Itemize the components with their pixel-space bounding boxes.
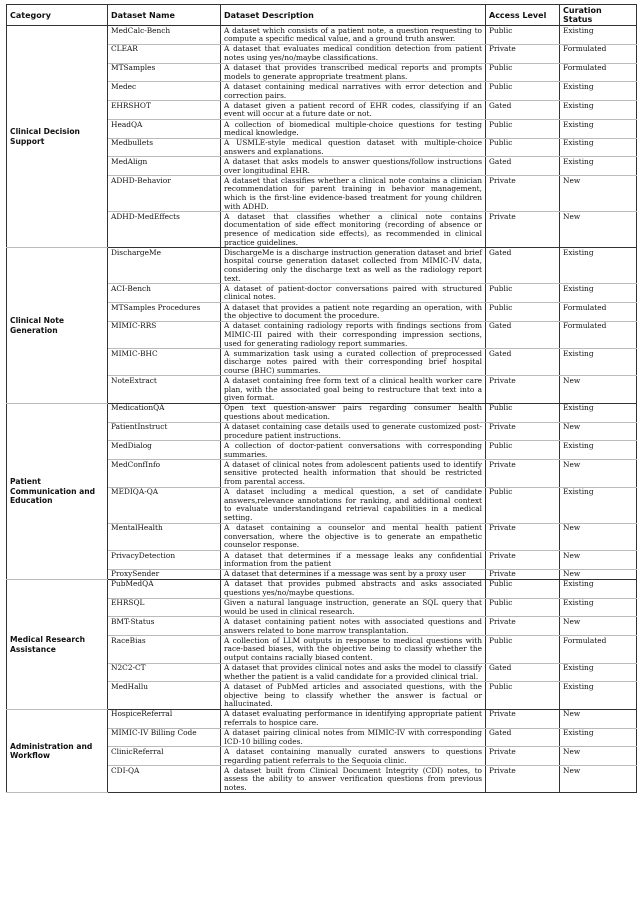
dataset-description-cell: A dataset that provides a patient note regarding an operation, with the objective to document the procedure. (221, 302, 486, 321)
curation-status-cell: Existing (560, 441, 637, 460)
header-row (7, 5, 637, 26)
dataset-description-cell: Given a natural language instruction, generate an SQL query that would be used in clinical research. (221, 598, 486, 617)
curation-status-cell: New (560, 747, 637, 766)
dataset-description-cell: A collection of doctor-patient conversations with corresponding summaries. (221, 441, 486, 460)
dataset-name-cell: ClinicReferral (108, 747, 221, 766)
curation-status-cell: Existing (560, 728, 637, 747)
dataset-name-cell: MEDIQA-QA (108, 487, 221, 523)
dataset-name-cell: MedicationQA (108, 403, 221, 422)
dataset-description-cell: A dataset of patient-doctor conversations paired with structured clinical notes. (221, 284, 486, 303)
access-level-cell: Public (486, 302, 560, 321)
dataset-name-cell: MedCalc-Bench (108, 26, 221, 45)
dataset-name-cell: MedConfInfo (108, 460, 221, 487)
access-level-cell: Public (486, 138, 560, 157)
dataset-name-cell: Medbullets (108, 138, 221, 157)
dataset-name-cell: PatientInstruct (108, 422, 221, 441)
dataset-description-cell: A summarization task using a curated collection of preprocessed discharge notes paired with their corresponding brief hospital course (BHC) summaries. (221, 349, 486, 376)
curation-status-cell: Existing (560, 157, 637, 176)
dataset-name-cell: MentalHealth (108, 523, 221, 550)
dataset-name-cell: CLEAR (108, 44, 221, 63)
dataset-name-cell: N2C2-CT (108, 663, 221, 682)
category-group (7, 709, 637, 793)
dataset-name-cell: CDI-QA (108, 766, 221, 793)
curation-status-cell: Existing (560, 403, 637, 422)
dataset-table (6, 4, 637, 793)
table-row (7, 248, 637, 284)
curation-status-cell: New (560, 550, 637, 569)
access-level-cell: Private (486, 212, 560, 248)
dataset-name-cell: MedHallu (108, 682, 221, 709)
dataset-description-cell: DischargeMe is a discharge instruction generation dataset and brief hospital course generation dataset collected from MIMIC-IV data, considering only the discharge text as well as the radiology report text. (221, 248, 486, 284)
access-level-cell: Gated (486, 157, 560, 176)
curation-status-cell: Existing (560, 579, 637, 598)
curation-status-cell: Existing (560, 119, 637, 138)
dataset-description-cell: A USMLE-style medical question dataset with multiple-choice answers and explanations. (221, 138, 486, 157)
dataset-name-cell: MIMIC-IV Billing Code (108, 728, 221, 747)
curation-status-cell: Existing (560, 138, 637, 157)
curation-status-cell: Existing (560, 284, 637, 303)
curation-status-cell: Existing (560, 349, 637, 376)
access-level-cell: Gated (486, 663, 560, 682)
curation-status-cell: Existing (560, 26, 637, 45)
curation-status-cell: Formulated (560, 63, 637, 82)
dataset-name-cell: HospiceReferral (108, 709, 221, 728)
access-level-cell: Private (486, 550, 560, 569)
dataset-name-cell: ProxySender (108, 569, 221, 579)
dataset-description-cell: A dataset of clinical notes from adolescent patients used to identify sensitive protected health information that should be restricted from parental access. (221, 460, 486, 487)
curation-status-cell: New (560, 709, 637, 728)
access-level-cell: Public (486, 26, 560, 45)
header-category: Category (7, 5, 108, 26)
dataset-description-cell: A dataset containing medical narratives with error detection and correction pairs. (221, 82, 486, 101)
table-row (7, 26, 637, 45)
category-group (7, 579, 637, 709)
dataset-description-cell: A dataset evaluating performance in identifying appropriate patient referrals to hospice care. (221, 709, 486, 728)
curation-status-cell: New (560, 422, 637, 441)
dataset-description-cell: A dataset that provides pubmed abstracts and asks associated questions yes/no/maybe questions. (221, 579, 486, 598)
access-level-cell: Public (486, 63, 560, 82)
dataset-description-cell: A dataset that provides transcribed medical reports and prompts models to generate appropriate treatment plans. (221, 63, 486, 82)
access-level-cell: Public (486, 441, 560, 460)
curation-status-cell: New (560, 212, 637, 248)
category-cell: Patient Communication and Education (7, 403, 108, 579)
curation-status-cell: Existing (560, 663, 637, 682)
dataset-description-cell: A dataset pairing clinical notes from MIMIC-IV with corresponding ICD-10 billing codes. (221, 728, 486, 747)
dataset-name-cell: PubMedQA (108, 579, 221, 598)
curation-status-cell: New (560, 460, 637, 487)
curation-status-cell: Existing (560, 682, 637, 709)
dataset-name-cell: MIMIC-BHC (108, 349, 221, 376)
dataset-description-cell: A dataset built from Clinical Document Integrity (CDI) notes, to assess the ability to answer verification questions from previous notes. (221, 766, 486, 793)
dataset-name-cell: EHRSQL (108, 598, 221, 617)
category-group (7, 26, 637, 248)
dataset-name-cell: PrivacyDetection (108, 550, 221, 569)
dataset-description-cell: A dataset that classifies whether a clinical note contains documentation of side effect monitoring (recording of absence or presence of medication side effects), as recommended in clinical practice guidelines. (221, 212, 486, 248)
curation-status-cell: Existing (560, 82, 637, 101)
dataset-name-cell: MTSamples Procedures (108, 302, 221, 321)
access-level-cell: Private (486, 176, 560, 212)
category-group (7, 403, 637, 579)
curation-status-cell: Existing (560, 248, 637, 284)
access-level-cell: Gated (486, 321, 560, 348)
access-level-cell: Public (486, 598, 560, 617)
access-level-cell: Gated (486, 349, 560, 376)
curation-status-cell: New (560, 176, 637, 212)
access-level-cell: Private (486, 523, 560, 550)
dataset-name-cell: ADHD-Behavior (108, 176, 221, 212)
table-row (7, 709, 637, 728)
dataset-description-cell: A dataset that classifies whether a clinical note contains a clinician recommendation for parent training in behavior management, which is the first-line evidence-based treatment for young children with ADHD. (221, 176, 486, 212)
dataset-description-cell: A dataset containing radiology reports with findings sections from MIMIC-III paired with their corresponding impression sections, used for generating radiology report summaries. (221, 321, 486, 348)
curation-status-cell: Existing (560, 101, 637, 120)
dataset-name-cell: Medec (108, 82, 221, 101)
access-level-cell: Public (486, 284, 560, 303)
dataset-name-cell: MIMIC-RRS (108, 321, 221, 348)
header-dataset-description: Dataset Description (221, 5, 486, 26)
access-level-cell: Private (486, 569, 560, 579)
dataset-description-cell: A dataset including a medical question, a set of candidate answers,relevance annotations for ranking, and additional context to evaluate understandingand retrieval capabilities in a medical setting. (221, 487, 486, 523)
dataset-name-cell: RaceBias (108, 636, 221, 663)
access-level-cell: Private (486, 376, 560, 403)
curation-status-cell: Existing (560, 598, 637, 617)
curation-status-cell: Formulated (560, 302, 637, 321)
category-cell: Administration and Workflow (7, 709, 108, 793)
dataset-name-cell: MedAlign (108, 157, 221, 176)
access-level-cell: Private (486, 460, 560, 487)
curation-status-cell: Formulated (560, 636, 637, 663)
access-level-cell: Private (486, 747, 560, 766)
access-level-cell: Public (486, 579, 560, 598)
dataset-description-cell: A dataset that determines if a message was sent by a proxy user (221, 569, 486, 579)
access-level-cell: Gated (486, 728, 560, 747)
dataset-description-cell: A dataset that evaluates medical condition detection from patient notes using yes/no/maybe classifications. (221, 44, 486, 63)
dataset-description-cell: A collection of biomedical multiple-choice questions for testing medical knowledge. (221, 119, 486, 138)
dataset-name-cell: HeadQA (108, 119, 221, 138)
dataset-description-cell: A dataset containing free form text of a clinical health worker care plan, with the associated goal being to restructure that text into a given format. (221, 376, 486, 403)
access-level-cell: Public (486, 403, 560, 422)
dataset-name-cell: DischargeMe (108, 248, 221, 284)
dataset-description-cell: A dataset of PubMed articles and associated questions, with the objective being to classify whether the answer is factual or hallucinated. (221, 682, 486, 709)
dataset-name-cell: ADHD-MedEffects (108, 212, 221, 248)
dataset-name-cell: ACI-Bench (108, 284, 221, 303)
curation-status-cell: New (560, 523, 637, 550)
curation-status-cell: Formulated (560, 321, 637, 348)
access-level-cell: Private (486, 766, 560, 793)
dataset-description-cell: Open text question-answer pairs regarding consumer health questions about medication. (221, 403, 486, 422)
dataset-name-cell: NoteExtract (108, 376, 221, 403)
header-curation-status: Curation Status (560, 5, 637, 26)
dataset-description-cell: A dataset which consists of a patient note, a question requesting to compute a specific medical value, and a ground truth answer. (221, 26, 486, 45)
curation-status-cell: Existing (560, 487, 637, 523)
access-level-cell: Public (486, 682, 560, 709)
access-level-cell: Gated (486, 248, 560, 284)
dataset-description-cell: A dataset containing a counselor and mental health patient conversation, where the objective is to generate an empathetic counselor response. (221, 523, 486, 550)
curation-status-cell: New (560, 617, 637, 636)
access-level-cell: Private (486, 617, 560, 636)
table-row (7, 579, 637, 598)
curation-status-cell: New (560, 376, 637, 403)
dataset-name-cell: MTSamples (108, 63, 221, 82)
curation-status-cell: Formulated (560, 44, 637, 63)
dataset-description-cell: A dataset containing case details used to generate customized post-procedure patient instructions. (221, 422, 486, 441)
access-level-cell: Private (486, 709, 560, 728)
dataset-name-cell: EHRSHOT (108, 101, 221, 120)
access-level-cell: Public (486, 636, 560, 663)
access-level-cell: Private (486, 44, 560, 63)
category-cell: Medical Research Assistance (7, 579, 108, 709)
dataset-description-cell: A dataset that asks models to answer questions/follow instructions over longitudinal EHR. (221, 157, 486, 176)
access-level-cell: Public (486, 487, 560, 523)
access-level-cell: Public (486, 82, 560, 101)
category-cell: Clinical Decision Support (7, 26, 108, 248)
access-level-cell: Public (486, 119, 560, 138)
dataset-name-cell: BMT-Status (108, 617, 221, 636)
dataset-description-cell: A dataset that determines if a message leaks any confidential information from the patient (221, 550, 486, 569)
dataset-description-cell: A dataset given a patient record of EHR codes, classifying if an event will occur at a future date or not. (221, 101, 486, 120)
header-access-level: Access Level (486, 5, 560, 26)
curation-status-cell: New (560, 569, 637, 579)
curation-status-cell: New (560, 766, 637, 793)
header-dataset-name: Dataset Name (108, 5, 221, 26)
access-level-cell: Gated (486, 101, 560, 120)
table-row (7, 403, 637, 422)
category-group (7, 248, 637, 404)
dataset-description-cell: A dataset containing patient notes with associated questions and answers related to bone marrow transplantation. (221, 617, 486, 636)
dataset-name-cell: MedDialog (108, 441, 221, 460)
category-cell: Clinical Note Generation (7, 248, 108, 404)
dataset-description-cell: A dataset containing manually curated answers to questions regarding patient referrals to the Sequoia clinic. (221, 747, 486, 766)
dataset-description-cell: A dataset that provides clinical notes and asks the model to classify whether the patient is a valid candidate for a provided clinical trial. (221, 663, 486, 682)
dataset-description-cell: A collection of LLM outputs in response to medical questions with race-based biases, with the objective being to classify whether the output contains racially biased content. (221, 636, 486, 663)
access-level-cell: Private (486, 422, 560, 441)
